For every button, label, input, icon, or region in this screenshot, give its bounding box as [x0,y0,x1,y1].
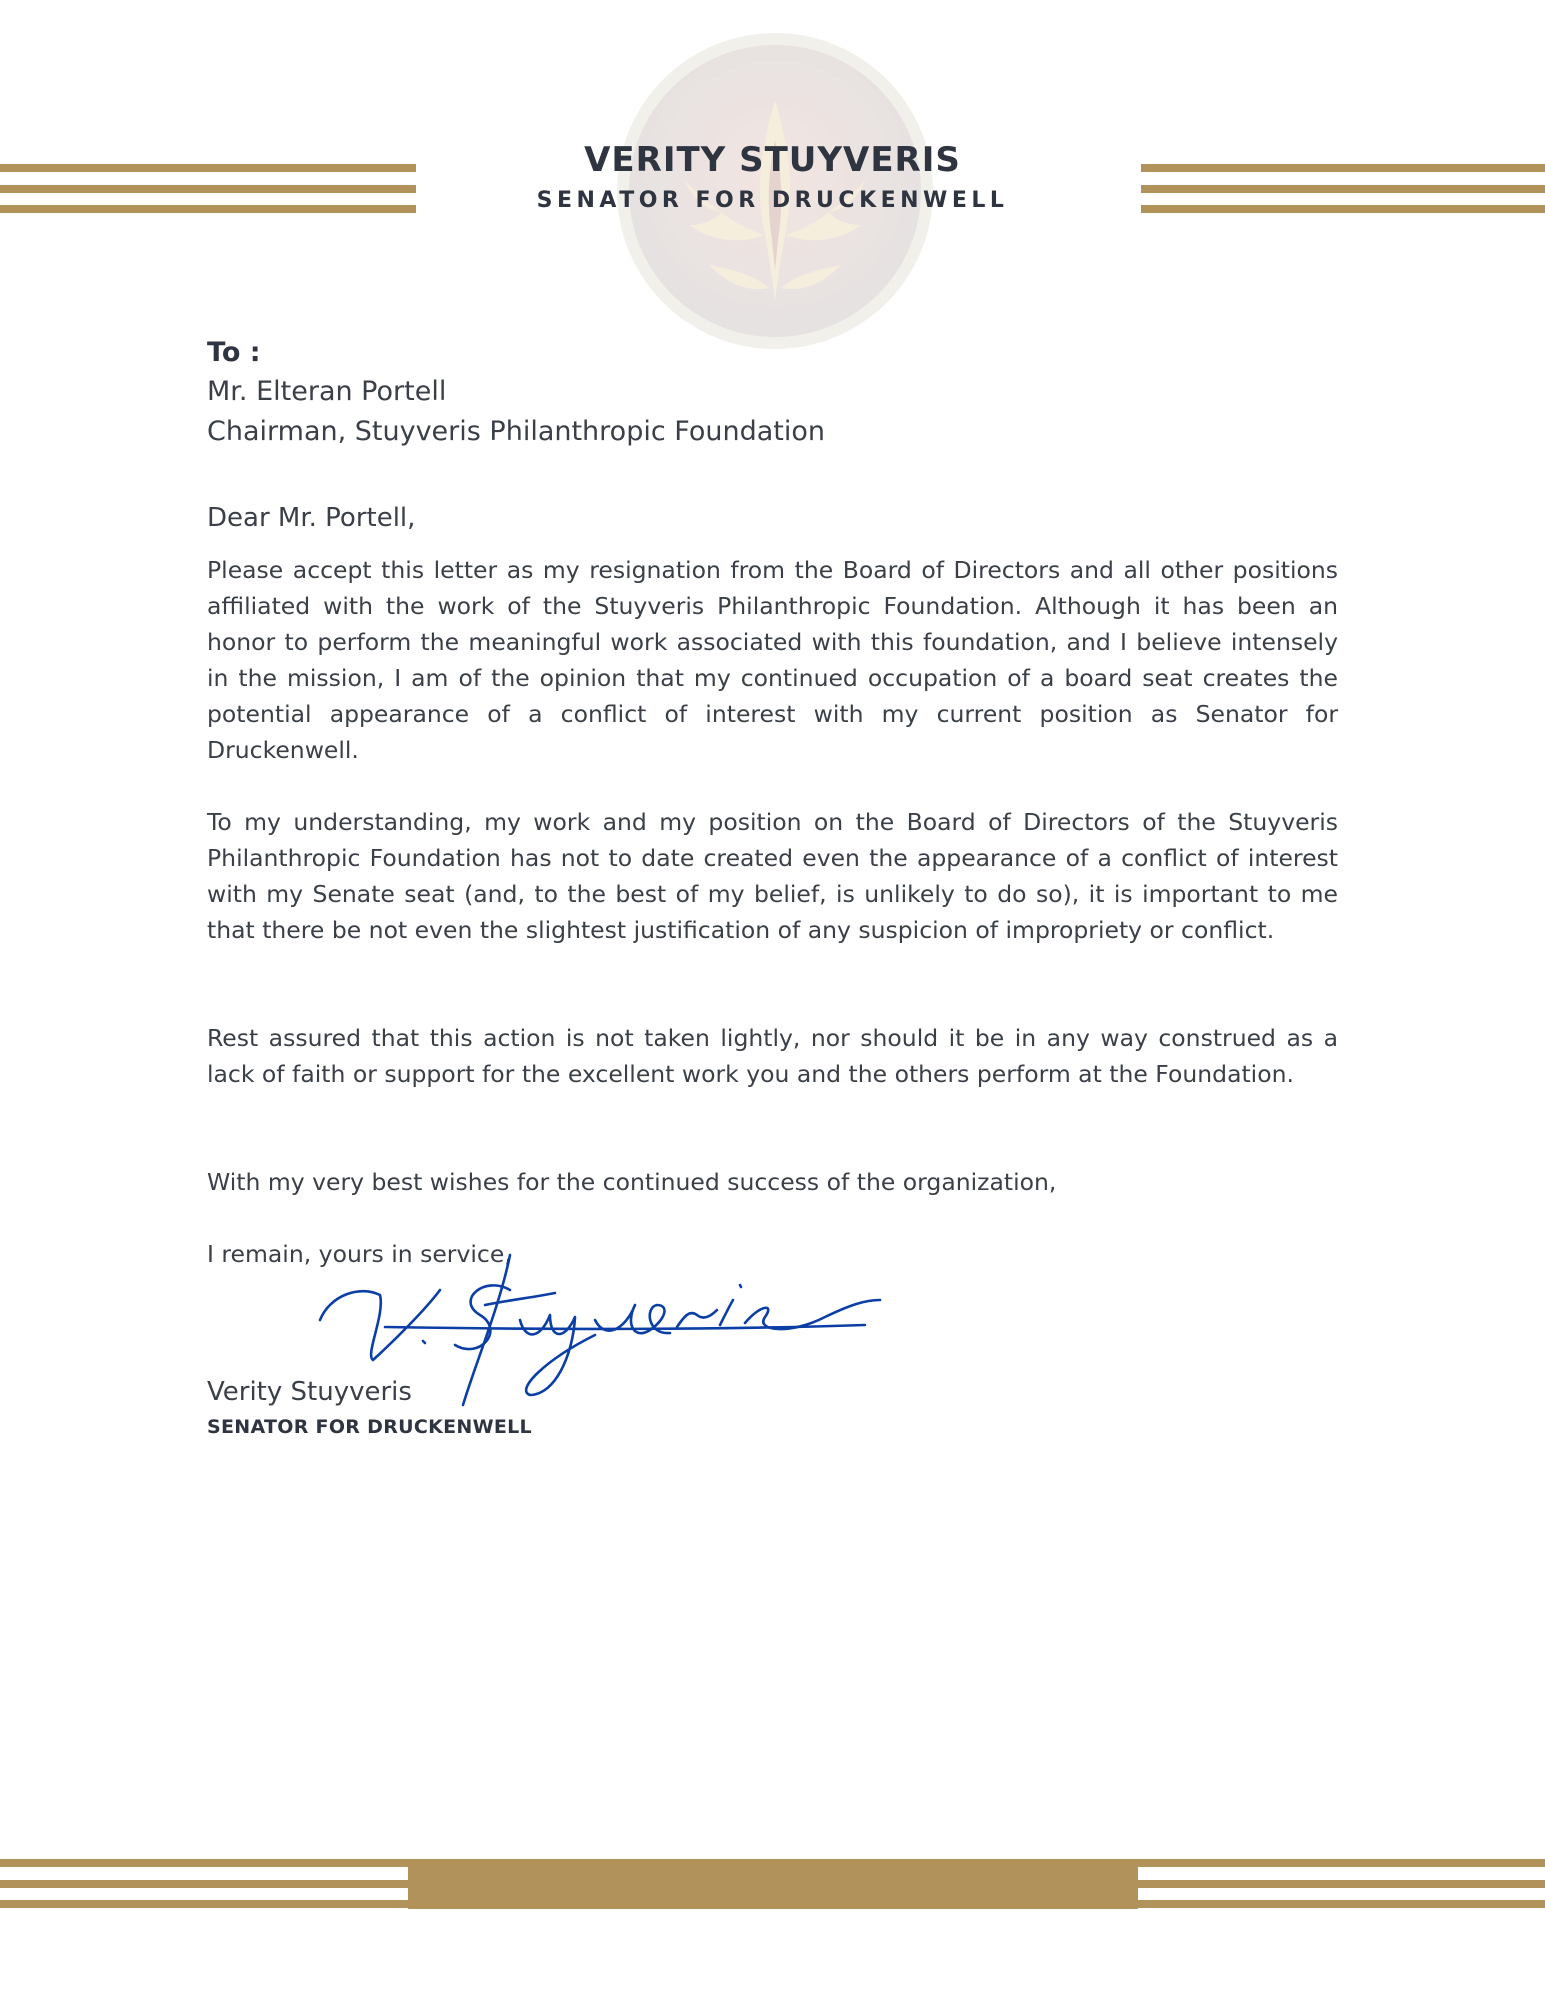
signer-name: Verity Stuyveris [207,1377,412,1407]
to-label: To : [207,337,261,368]
stripe [1136,1859,1545,1867]
body-paragraph: To my understanding, my work and my position on the Board of Directors of the Stuyveris Philanthropic Foundation has not to date created even the appearance of a conflict of interest with my Senate seat (and, to the best of my belief, is unlikely to do so), it is important to me that there be not even the slightest justification of any suspicion of impropriety or conflict. [207,808,1338,944]
recipient-name: Mr. Elteran Portell [207,376,447,407]
stripe [0,1900,410,1908]
letterhead-name: VERITY STUYVERIS [584,140,961,180]
closing-line: I remain, yours in service, [207,1240,512,1268]
salutation: Dear Mr. Portell, [207,503,416,533]
body-paragraph: Rest assured that this action is not taken lightly, nor should it be in any way construed as a lack of faith or support for the excellent work you and the others perform at the Foundation. [207,1024,1338,1088]
body-paragraph: With my very best wishes for the continued success of the organization, [207,1168,1057,1196]
stripe [1136,1900,1545,1908]
body-paragraph: Please accept this letter as my resignation from the Board of Directors and all other positions affiliated with the work of the Stuyveris Philanthropic Foundation. Although it has been an honor to perform the meaningful work associated with this foundation, and I believe intensely in the mission, I am of the opinion that my continued occupation of a board seat creates the potential appearance of a conflict of interest with my current position as Senator for Druckenwell. [207,556,1338,764]
footer-right-stripes [1136,1859,1545,1909]
stripe [0,1859,410,1867]
letterhead-title: SENATOR FOR DRUCKENWELL [536,188,1009,213]
stripe [0,1880,410,1888]
footer-center-bar [408,1859,1138,1909]
recipient-title: Chairman, Stuyveris Philanthropic Foundation [207,416,825,447]
signer-title: SENATOR FOR DRUCKENWELL [207,1416,532,1438]
footer-left-stripes [0,1859,410,1909]
stripe [1136,1880,1545,1888]
